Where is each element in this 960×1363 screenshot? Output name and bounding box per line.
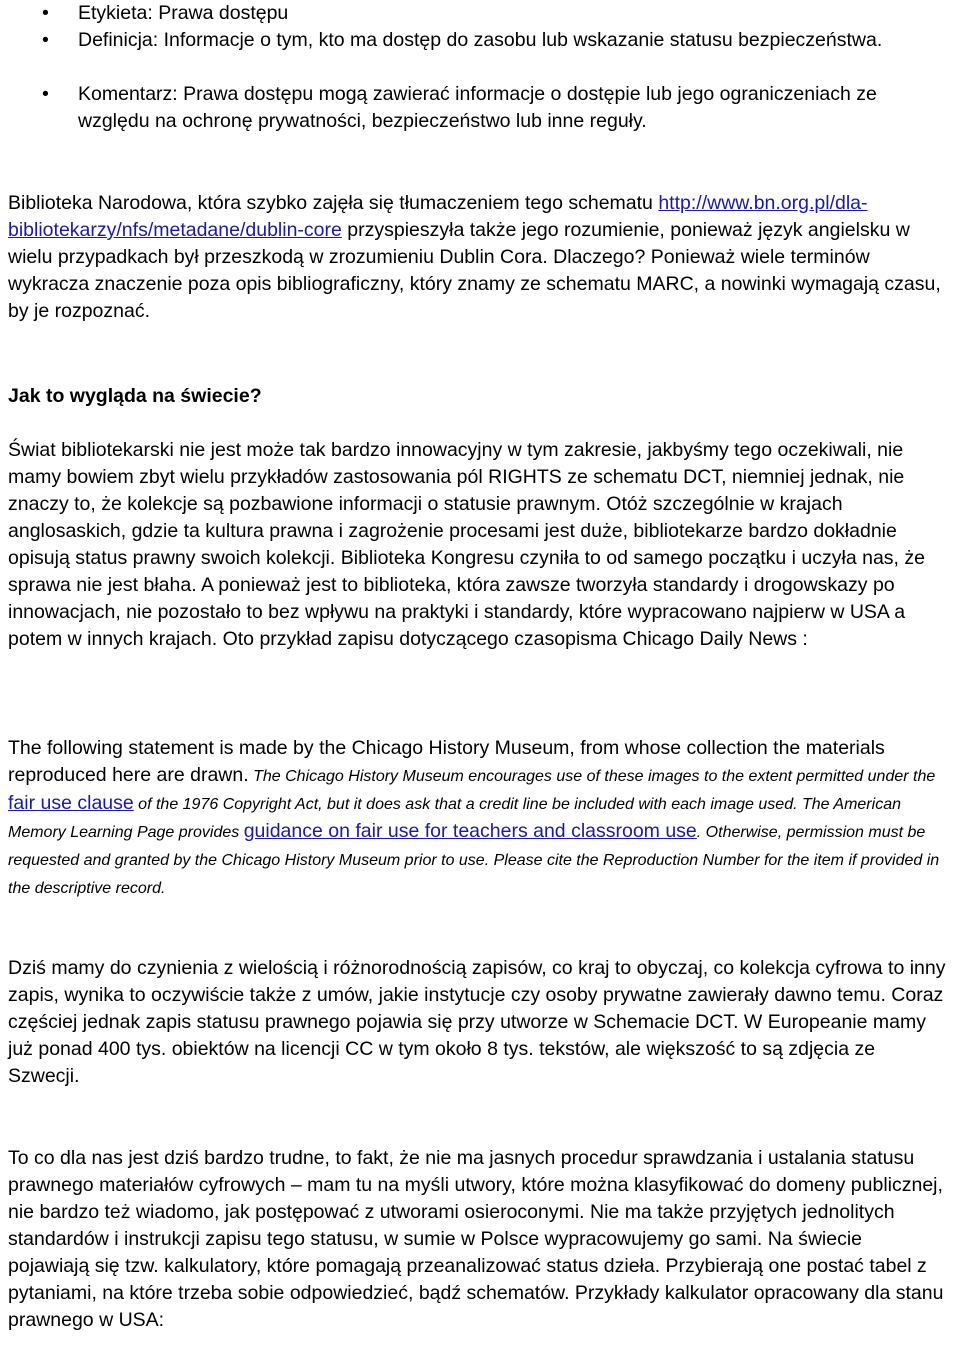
paragraph-biblioteka-narodowa [8,190,948,325]
list-item-text: Etykieta: Prawa dostępu [78,2,289,24]
paragraph-to-co-dla-nas: To co dla nas jest dziś bardzo trudne, to fakt, że nie ma jasnych procedur sprawdzania i ustalania statusu prawnego materiałów cyfrowych – mam tu na myśli utwory, które można klasyfikować do domeny publicznej, nie bardzo też wiadomo, jak postępować z utworami osieroconymi. Nie ma także przyjętych jednolitych standardów i instrukcji zapisu tego statusu, w sumie w Polsce wypracowujemy go sami. Na świecie pojawiają się tzw. kalkulatory, które pomagają przeanalizować status dzieła. Przybierają one postać tabel z pytaniami, na które trzeba sobie odpowiedzieć, bądź schematów. Przykłady kalkulator opracowany dla stanu prawnego w USA: [8,1147,944,1331]
quote-lead-text: The following statement is made by the Chicago History Museum, from whose collection the materials reproduced here are drawn. [8,737,885,786]
quote-italic-text: . Otherwise, permission must be requested and granted by the Chicago History Museum prior to use. Please cite the Reproduction Number for the item if provided in the descriptive record. [8,824,940,897]
fair-use-clause-link[interactable]: fair use clause [8,792,134,814]
bn-dublin-core-link[interactable]: http://www.bn.org.pl/dla-bibliotekarzy/nfs/metadane/dublin-core [8,192,868,241]
quote-italic-text: The Chicago History Museum encourages use of these images to the extent permitted under the [248,768,936,785]
bullet-icon: • [42,29,49,51]
paragraph-text: przyspieszyła także jego rozumienie, ponieważ język angielsku w wielu przypadkach był przeszkodą w zrozumieniu Dublin Cora. Dlaczego? Ponieważ wiele terminów wykracza znaczenie poza opis bibliograficzny, który znamy ze schematu MARC, a nowinki wymagają czasu, by je rozpoznać. [8,219,941,322]
bullet-icon: • [42,83,49,105]
section-heading: Jak to wygląda na świecie? [8,385,262,407]
paragraph-swiat-bibliotekarski: Świat bibliotekarski nie jest może tak bardzo innowacyjny w tym zakresie, jakbyśmy tego oczekiwali, nie mamy bowiem zbyt wielu przykładów zastosowania pól RIGHTS ze schematu DCT, niemniej jednak, nie znaczy to, że kolekcje są pozbawione informacji o statusie prawnym. Otóż szczególnie w krajach anglosaskich, gdzie ta kultura prawna i zagrożenie procesami jest duże, bibliotekarze bardzo dokładnie opisują status prawny swoich kolekcji. Biblioteka Kongresu czyniła to od samego początku i uczyła nas, że sprawa nie jest błaha. A ponieważ jest to biblioteka, która zawsze tworzyła standardy i drogowskazy po innowacjach, nie pozostało to bez wpływu na praktyki i standardy, które wypracowano najpierw w USA a potem w innych krajach. Oto przykład zapisu dotyczącego czasopisma Chicago Daily News : [8,439,925,650]
quote-chicago-history-museum [8,735,948,902]
paragraph-text: Biblioteka Narodowa, która szybko zajęła się tłumaczeniem tego schematu [8,192,659,214]
list-item-text: Definicja: Informacje o tym, kto ma dostęp do zasobu lub wskazanie statusu bezpieczeństwa. [78,29,883,51]
fair-use-guidance-link[interactable]: guidance on fair use for teachers and classroom use [243,820,697,842]
list-item-comment [42,81,918,135]
list-item-definition [42,27,918,54]
quote-italic-text: of the 1976 Copyright Act, but it does ask that a credit line be included with each image used. The American Memory Learning Page provides [8,796,901,841]
list-item-text: Komentarz: Prawa dostępu mogą zawierać informacje o dostępie lub jego ograniczeniach ze względu na ochronę prywatności, bezpieczeństwo lub inne reguły. [78,83,877,132]
paragraph-dzis-mamy: Dziś mamy do czynienia z wielością i różnorodnością zapisów, co kraj to obyczaj, co kolekcja cyfrowa to inny zapis, wynika to oczywiście także z umów, jakie instytucje czy osoby prywatne zawierały dawno temu. Coraz częściej jednak zapis statusu prawnego pojawia się przy utworze w Schemacie DCT. W Europeanie mamy już ponad 400 tys. obiektów na licencji CC w tym około 8 tys. tekstów, ale większość to są zdjęcia ze Szwecji. [8,957,946,1087]
list-item-label [42,0,918,27]
bullet-icon: • [42,2,49,24]
